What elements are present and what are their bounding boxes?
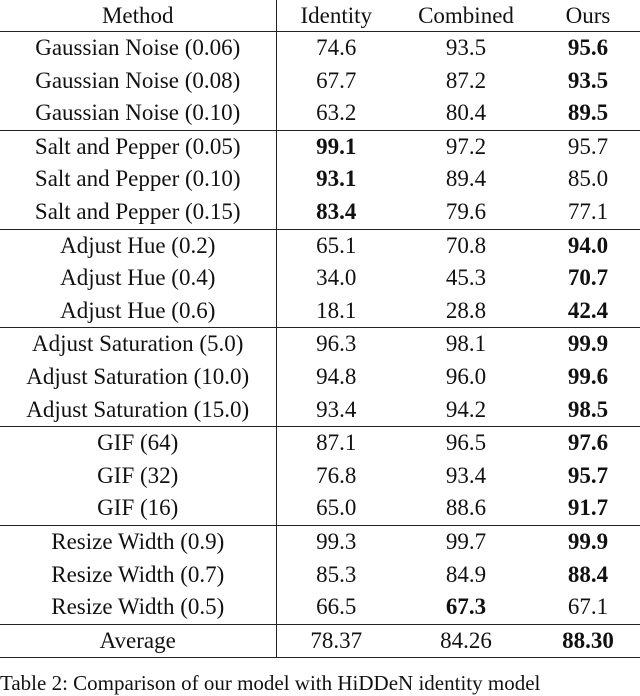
- cell-combined: 45.3: [445, 265, 487, 291]
- cell-ours: 85.0: [567, 166, 609, 192]
- cell-identity: 94.8: [316, 363, 357, 389]
- cell-ours: 67.1: [567, 594, 609, 620]
- cell-ours: 77.1: [567, 198, 609, 224]
- cell-identity: 76.8: [316, 462, 357, 488]
- table-row: [0, 427, 640, 460]
- table-row: [0, 97, 640, 130]
- table-row: [0, 295, 640, 328]
- table-row: [0, 591, 640, 624]
- cell-identity: 78.37: [276, 624, 396, 658]
- cell-identity: 93.4: [316, 396, 357, 422]
- cell-method: Resize Width (0.9): [0, 525, 276, 558]
- table-row: [0, 460, 640, 493]
- table-row: [0, 130, 640, 163]
- cell-identity: 63.2: [316, 100, 357, 126]
- cell-combined: 96.5: [396, 427, 536, 460]
- table-row: [0, 196, 640, 229]
- cell-identity: 99.3: [276, 525, 396, 558]
- cell-ours: 99.9: [536, 525, 640, 558]
- cell-combined: 67.3: [445, 594, 487, 620]
- cell-combined: 28.8: [445, 297, 487, 323]
- table-row: [0, 32, 640, 65]
- cell-method: GIF (16): [0, 492, 276, 525]
- table-row: [0, 492, 640, 525]
- cell-ours: 95.7: [567, 462, 609, 488]
- cell-combined: 93.4: [445, 462, 487, 488]
- cell-ours: 94.0: [536, 229, 640, 262]
- cell-method: Resize Width (0.5): [0, 591, 276, 624]
- cell-combined: 79.6: [445, 198, 487, 224]
- cell-method: Adjust Hue (0.4): [0, 262, 276, 295]
- cell-combined: 99.7: [396, 525, 536, 558]
- cell-ours: 97.6: [536, 427, 640, 460]
- cell-ours: 95.7: [536, 130, 640, 163]
- cell-method: Adjust Hue (0.2): [0, 229, 276, 262]
- cell-combined: 80.4: [445, 100, 487, 126]
- table-row: [0, 394, 640, 427]
- cell-identity: 67.7: [316, 67, 357, 93]
- cell-ours: 93.5: [567, 67, 609, 93]
- cell-combined: 84.26: [396, 624, 536, 658]
- cell-ours: 70.7: [567, 265, 609, 291]
- cell-method: Gaussian Noise (0.10): [0, 97, 276, 130]
- cell-method: Adjust Saturation (15.0): [0, 394, 276, 427]
- table-row: [0, 262, 640, 295]
- cell-ours: 99.9: [536, 328, 640, 361]
- cell-ours: 95.6: [536, 32, 640, 65]
- header-ours: Ours: [565, 3, 611, 28]
- cell-combined: 94.2: [445, 396, 487, 422]
- cell-combined: 89.4: [445, 166, 487, 192]
- cell-ours: 42.4: [567, 297, 609, 323]
- cell-identity: 66.5: [316, 594, 357, 620]
- cell-identity: 65.1: [276, 229, 396, 262]
- cell-method: Salt and Pepper (0.10): [0, 163, 276, 196]
- table-row: [0, 361, 640, 394]
- cell-identity: 18.1: [316, 297, 357, 323]
- cell-combined: 84.9: [445, 561, 487, 587]
- cell-method: GIF (32): [0, 460, 276, 493]
- header-identity: Identity: [300, 3, 373, 28]
- table-row: [0, 163, 640, 196]
- cell-method: Adjust Saturation (10.0): [0, 361, 276, 394]
- cell-method: Salt and Pepper (0.15): [0, 196, 276, 229]
- cell-ours: 88.4: [567, 561, 609, 587]
- cell-ours: 99.6: [567, 363, 609, 389]
- cell-method: GIF (64): [0, 427, 276, 460]
- cell-method: Resize Width (0.7): [0, 559, 276, 592]
- cell-combined: 93.5: [396, 32, 536, 65]
- cell-identity: 65.0: [316, 495, 357, 521]
- cell-ours: 89.5: [567, 100, 609, 126]
- cell-identity: 96.3: [276, 328, 396, 361]
- cell-identity: 83.4: [316, 198, 357, 224]
- cell-identity: 93.1: [316, 166, 357, 192]
- cell-identity: 85.3: [316, 561, 357, 587]
- cell-method: Average: [0, 624, 276, 658]
- cell-method: Gaussian Noise (0.06): [0, 32, 276, 65]
- cell-method: Adjust Hue (0.6): [0, 295, 276, 328]
- cell-combined: 97.2: [396, 130, 536, 163]
- cell-combined: 96.0: [445, 363, 487, 389]
- cell-identity: 99.1: [276, 130, 396, 163]
- cell-ours: 91.7: [567, 495, 609, 521]
- table-caption: Table 2: Comparison of our model with HiDDeN identity model: [0, 671, 541, 695]
- cell-identity: 74.6: [276, 32, 396, 65]
- cell-method: Salt and Pepper (0.05): [0, 130, 276, 163]
- header-row: [0, 0, 640, 32]
- average-row: [0, 624, 640, 658]
- table-body: [0, 32, 640, 658]
- table-row: [0, 328, 640, 361]
- header-combined: Combined: [418, 3, 514, 28]
- cell-combined: 88.6: [445, 495, 487, 521]
- table-row: [0, 559, 640, 592]
- cell-identity: 87.1: [276, 427, 396, 460]
- cell-identity: 34.0: [316, 265, 357, 291]
- header-method: Method: [0, 0, 276, 32]
- table-row: [0, 65, 640, 98]
- cell-method: Adjust Saturation (5.0): [0, 328, 276, 361]
- cell-ours: 98.5: [567, 396, 609, 422]
- cell-combined: 98.1: [396, 328, 536, 361]
- cell-combined: 87.2: [445, 67, 487, 93]
- cell-combined: 70.8: [396, 229, 536, 262]
- table-row: [0, 525, 640, 558]
- cell-ours: 88.30: [536, 624, 640, 658]
- cell-method: Gaussian Noise (0.08): [0, 65, 276, 98]
- table-header: [0, 0, 640, 32]
- table-row: [0, 229, 640, 262]
